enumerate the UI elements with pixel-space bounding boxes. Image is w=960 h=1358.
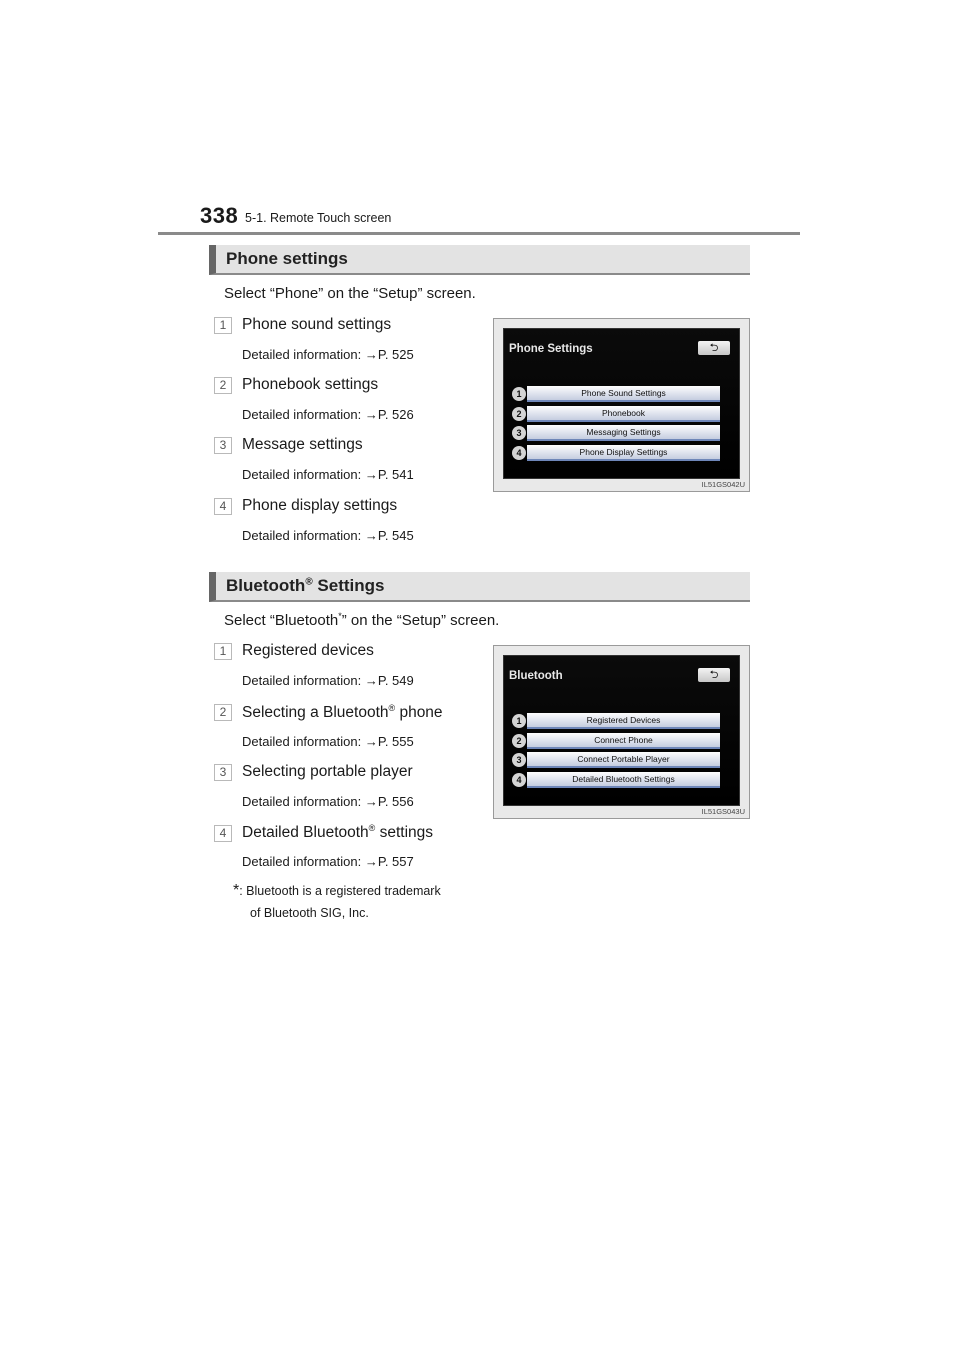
item-label: Phone display settings [242, 497, 398, 514]
phone-settings-heading [209, 245, 750, 275]
header-rule [158, 232, 800, 235]
row-number: 1 [512, 714, 526, 728]
item-number-4: 4 [214, 498, 232, 515]
item-detail-link[interactable]: Detailed information: →P. 557 [242, 854, 414, 869]
image-code: IL51GS043U [701, 807, 745, 816]
row-number: 2 [512, 407, 526, 421]
screen-row [512, 386, 720, 402]
item-label: Detailed Bluetooth® settings [242, 823, 434, 842]
screen-row [512, 772, 720, 788]
item-label: Registered devices [242, 642, 374, 659]
section-title: Phone settings [226, 249, 348, 268]
screen-row [512, 713, 720, 729]
row-number: 2 [512, 734, 526, 748]
item-label: Selecting portable player [242, 763, 413, 780]
item-detail-link[interactable]: Detailed information: →P. 541 [242, 467, 414, 482]
footnote [233, 880, 441, 924]
bluetooth-intro: Select “Bluetooth*” on the “Setup” screen. [224, 611, 500, 629]
item-number-2: 2 [214, 377, 232, 394]
page-number: 338 [200, 203, 239, 228]
footnote-line-1: : Bluetooth is a registered trademark [239, 884, 441, 898]
page-header [158, 200, 800, 236]
screen-title: Bluetooth [509, 670, 563, 682]
screen-row [512, 445, 720, 461]
item-number-1: 1 [214, 317, 232, 334]
item-detail-link[interactable]: Detailed information: →P. 545 [242, 528, 414, 543]
image-code: IL51GS042U [701, 480, 745, 489]
footnote-star: * [233, 882, 240, 899]
item-number-3: 3 [214, 437, 232, 454]
item-number-1: 1 [214, 643, 232, 660]
screen-title: Phone Settings [509, 343, 593, 355]
screen-button: Phone Display Settings [527, 445, 720, 461]
screen-display [503, 655, 740, 806]
item-detail-link[interactable]: Detailed information: →P. 555 [242, 734, 414, 749]
section-title: Bluetooth® Settings [226, 576, 385, 595]
back-icon: ⮌ [698, 341, 730, 355]
row-number: 3 [512, 426, 526, 440]
bluetooth-settings-heading [209, 572, 750, 602]
bluetooth-screenshot [493, 645, 750, 819]
back-icon: ⮌ [698, 668, 730, 682]
screen-display [503, 328, 740, 479]
item-number-4: 4 [214, 825, 232, 842]
screen-row [512, 406, 720, 422]
phone-settings-screenshot [493, 318, 750, 492]
screen-button: Registered Devices [527, 713, 720, 729]
footnote-line-2: of Bluetooth SIG, Inc. [250, 906, 369, 920]
item-label: Phone sound settings [242, 316, 392, 333]
chapter-title: 5-1. Remote Touch screen [245, 211, 392, 225]
item-label: Phonebook settings [242, 376, 379, 393]
row-number: 1 [512, 387, 526, 401]
screen-row [512, 425, 720, 441]
item-number-2: 2 [214, 704, 232, 721]
screen-row [512, 752, 720, 768]
row-number: 3 [512, 753, 526, 767]
item-label: Message settings [242, 436, 363, 453]
row-number: 4 [512, 446, 526, 460]
screen-button: Detailed Bluetooth Settings [527, 772, 720, 788]
screen-button: Connect Phone [527, 733, 720, 749]
screen-button: Phonebook [527, 406, 720, 422]
screen-button: Phone Sound Settings [527, 386, 720, 402]
item-detail-link[interactable]: Detailed information: →P. 549 [242, 673, 414, 688]
phone-intro: Select “Phone” on the “Setup” screen. [224, 285, 476, 302]
screen-row [512, 733, 720, 749]
screen-button: Connect Portable Player [527, 752, 720, 768]
row-number: 4 [512, 773, 526, 787]
item-detail-link[interactable]: Detailed information: →P. 526 [242, 407, 414, 422]
item-detail-link[interactable]: Detailed information: →P. 525 [242, 347, 414, 362]
screen-button: Messaging Settings [527, 425, 720, 441]
item-label: Selecting a Bluetooth® phone [242, 703, 443, 722]
item-detail-link[interactable]: Detailed information: →P. 556 [242, 794, 414, 809]
item-number-3: 3 [214, 764, 232, 781]
